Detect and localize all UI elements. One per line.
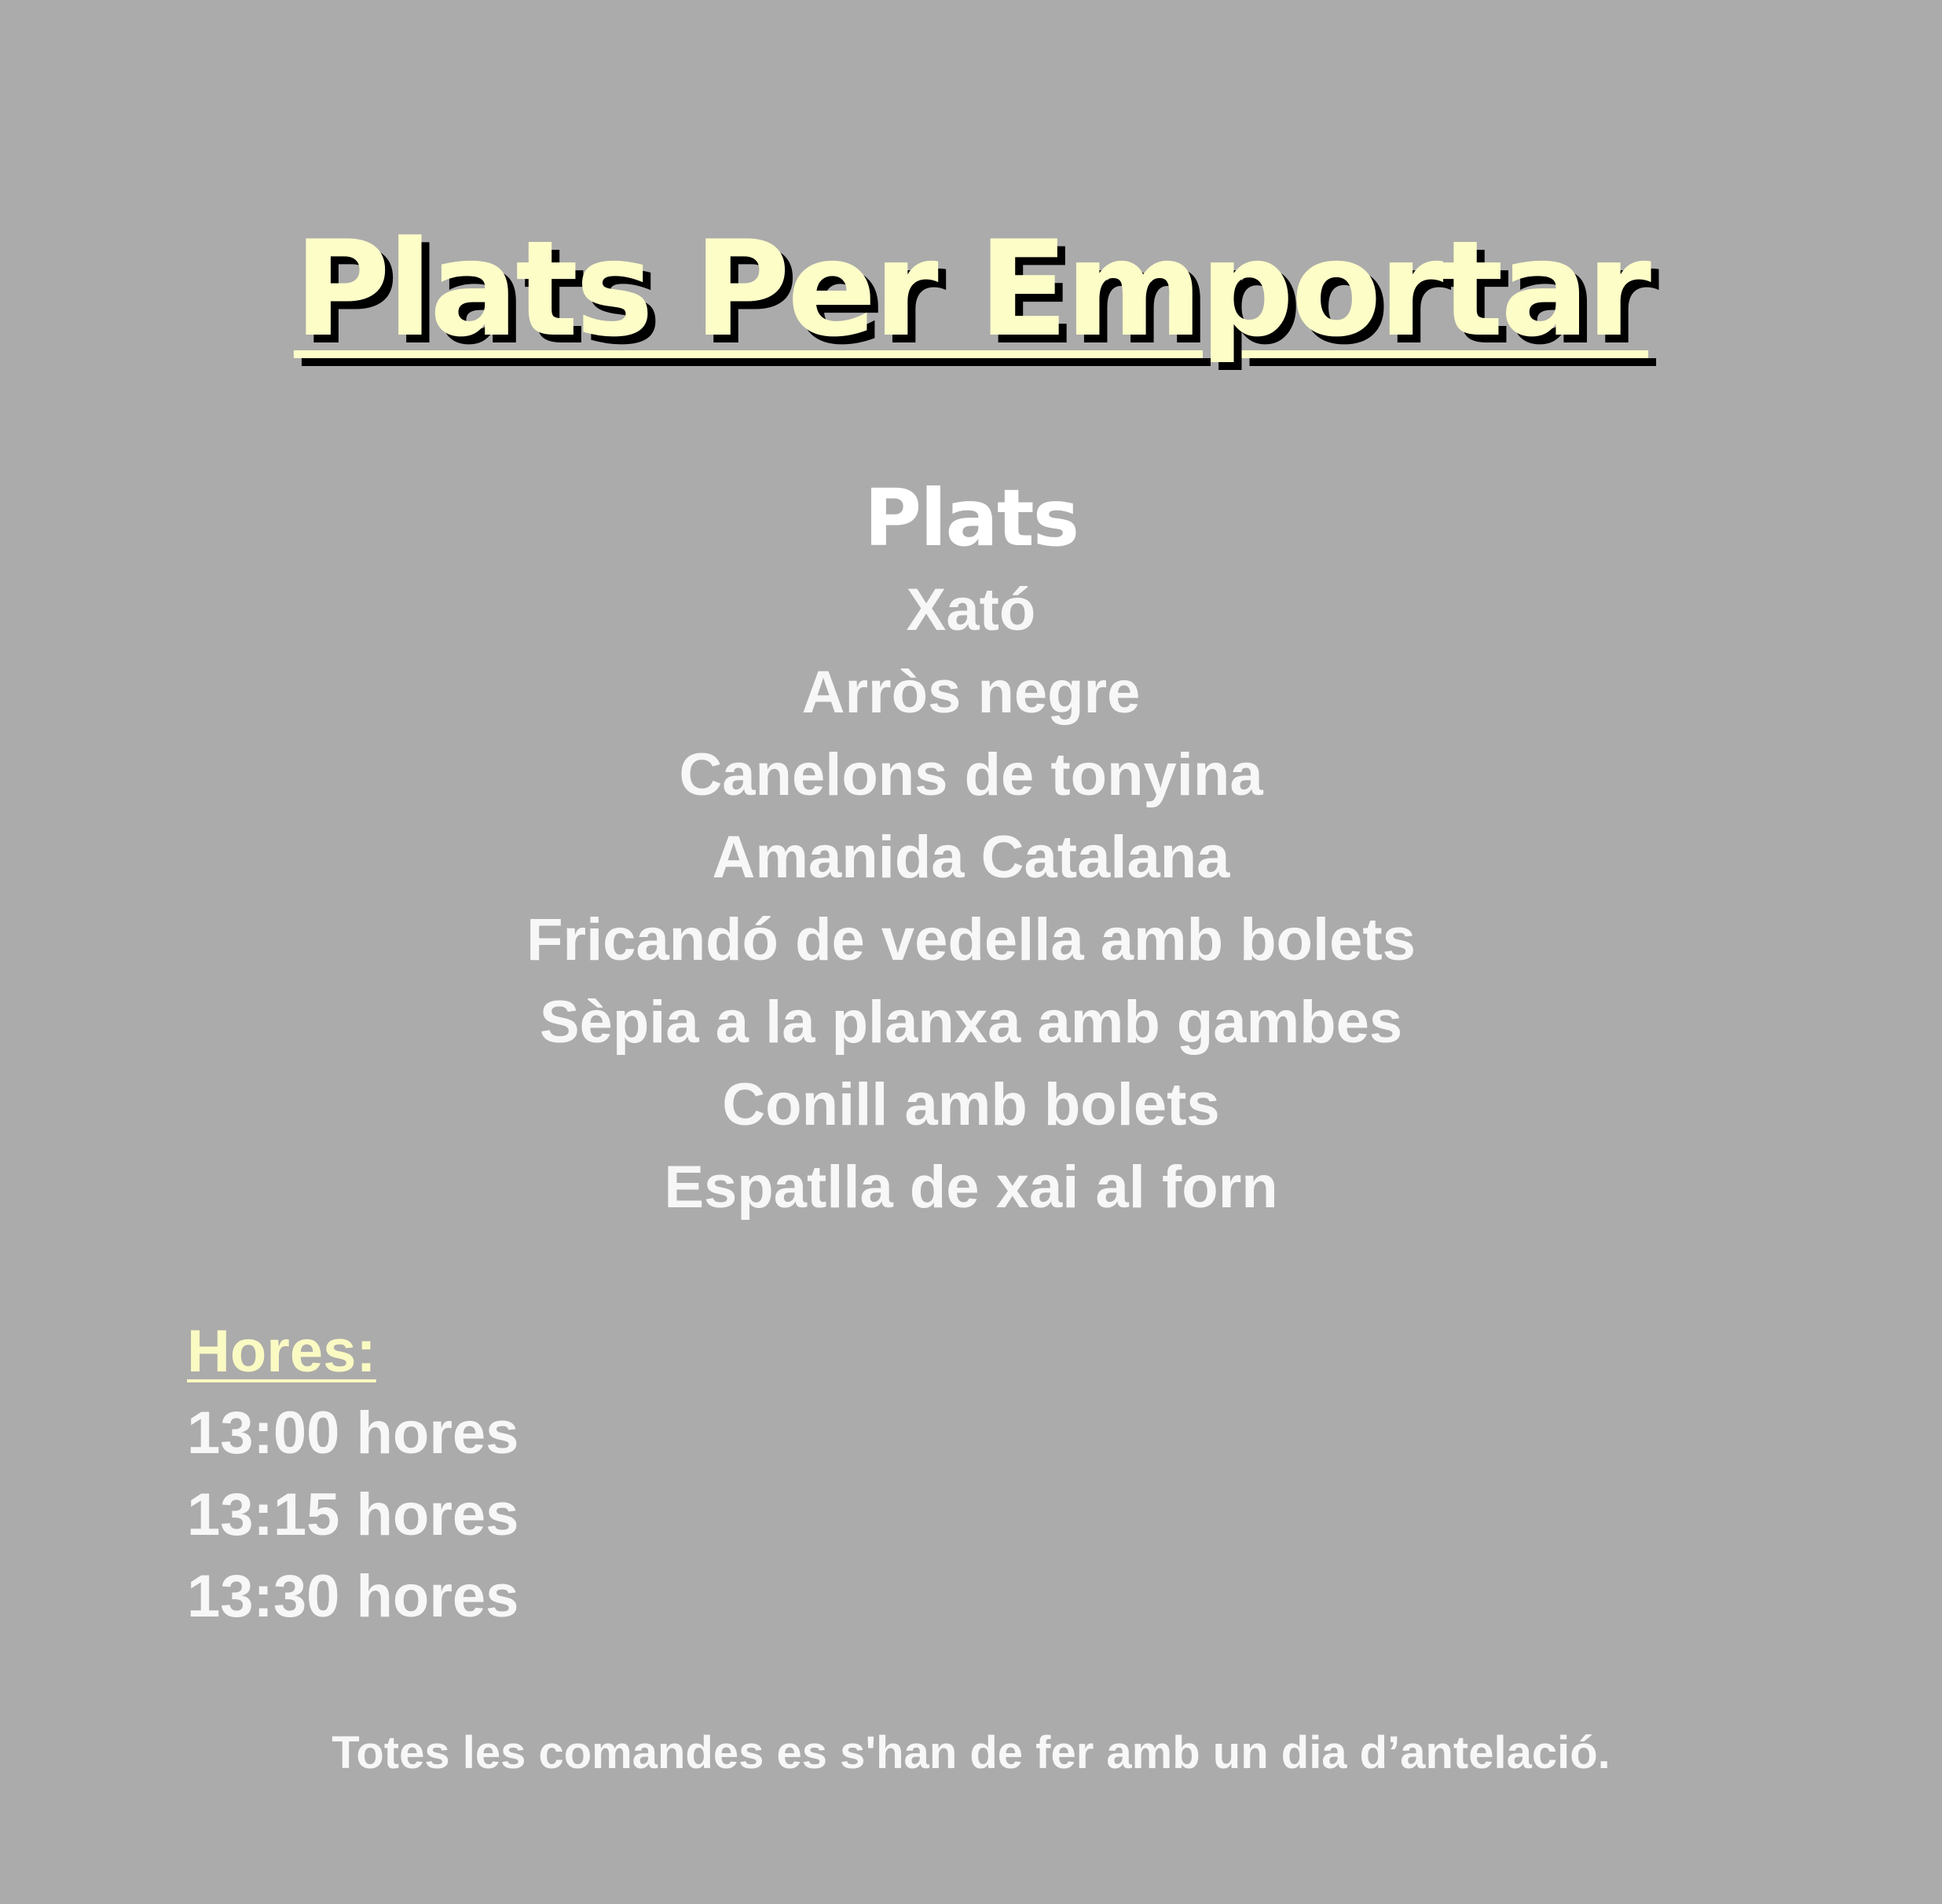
dish-list (0, 569, 1942, 1228)
page-title (0, 211, 1942, 368)
list-item: Amanida Catalana (712, 824, 1230, 891)
list-item: Sèpia a la planxa amb gambes (539, 989, 1403, 1056)
hour-slot: 13:30 hores (187, 1563, 519, 1630)
dishes-heading: Plats (863, 472, 1079, 564)
hours-list (187, 1393, 518, 1638)
list-item: Fricandó de vedella amb bolets (526, 906, 1416, 973)
hour-slot: 13:00 hores (187, 1400, 519, 1466)
hours-section (187, 1310, 518, 1638)
list-item: Canelons de tonyina (679, 741, 1263, 808)
list-item: Arròs negre (801, 659, 1141, 726)
hour-slot: 13:15 hores (187, 1481, 519, 1548)
list-item: Conill amb bolets (722, 1071, 1220, 1138)
list-item: Xató (906, 577, 1036, 643)
list-item: Espatlla de xai al forn (664, 1154, 1278, 1221)
order-note: Totes les comandes es s'han de fer amb un dia d’antelació. (332, 1727, 1610, 1778)
hours-label: Hores: (187, 1318, 376, 1385)
page-title-text: Plats Per Emportar (293, 212, 1649, 366)
